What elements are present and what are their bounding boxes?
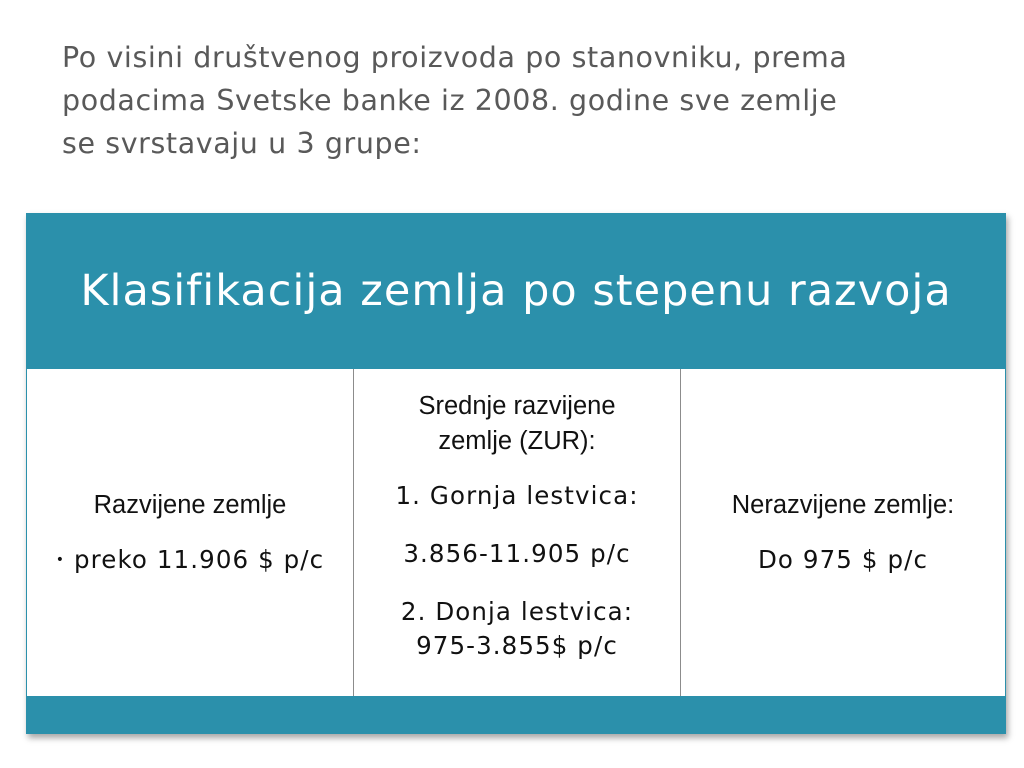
intro-line: se svrstavaju u 3 grupe: — [62, 127, 422, 160]
upper-tier-label: 1. Gornja lestvica: — [395, 481, 639, 510]
lower-tier-label: 2. Donja lestvica: — [400, 597, 634, 626]
column-middle — [353, 369, 680, 696]
column-developed — [27, 369, 353, 696]
column-heading: zemlje (ZUR): — [438, 427, 596, 455]
upper-tier-range: 3.856-11.905 p/c — [403, 539, 631, 568]
threshold-value: Do 975 $ p/c — [757, 545, 929, 574]
intro-line: podacima Svetske banke iz 2008. godine sve zemlje — [62, 84, 838, 117]
column-underdeveloped — [680, 369, 1005, 696]
intro-text — [62, 36, 982, 165]
column-heading: Nerazvijene zemlje: — [731, 491, 955, 519]
table-body — [27, 369, 1005, 696]
table-title: Klasifikacija zemlja po stepenu razvoja — [80, 266, 952, 316]
threshold-value: preko 11.906 $ p/c — [74, 545, 325, 574]
list-item — [56, 543, 324, 577]
column-heading: Razvijene zemlje — [93, 491, 287, 519]
intro-line: Po visini društvenog proizvoda po stanovniku, prema — [62, 41, 848, 74]
classification-table — [26, 213, 1006, 734]
bullet-icon: • — [55, 552, 65, 568]
column-heading: Srednje razvijene — [418, 392, 616, 420]
lower-tier-range: 975-3.855$ p/c — [416, 631, 618, 660]
